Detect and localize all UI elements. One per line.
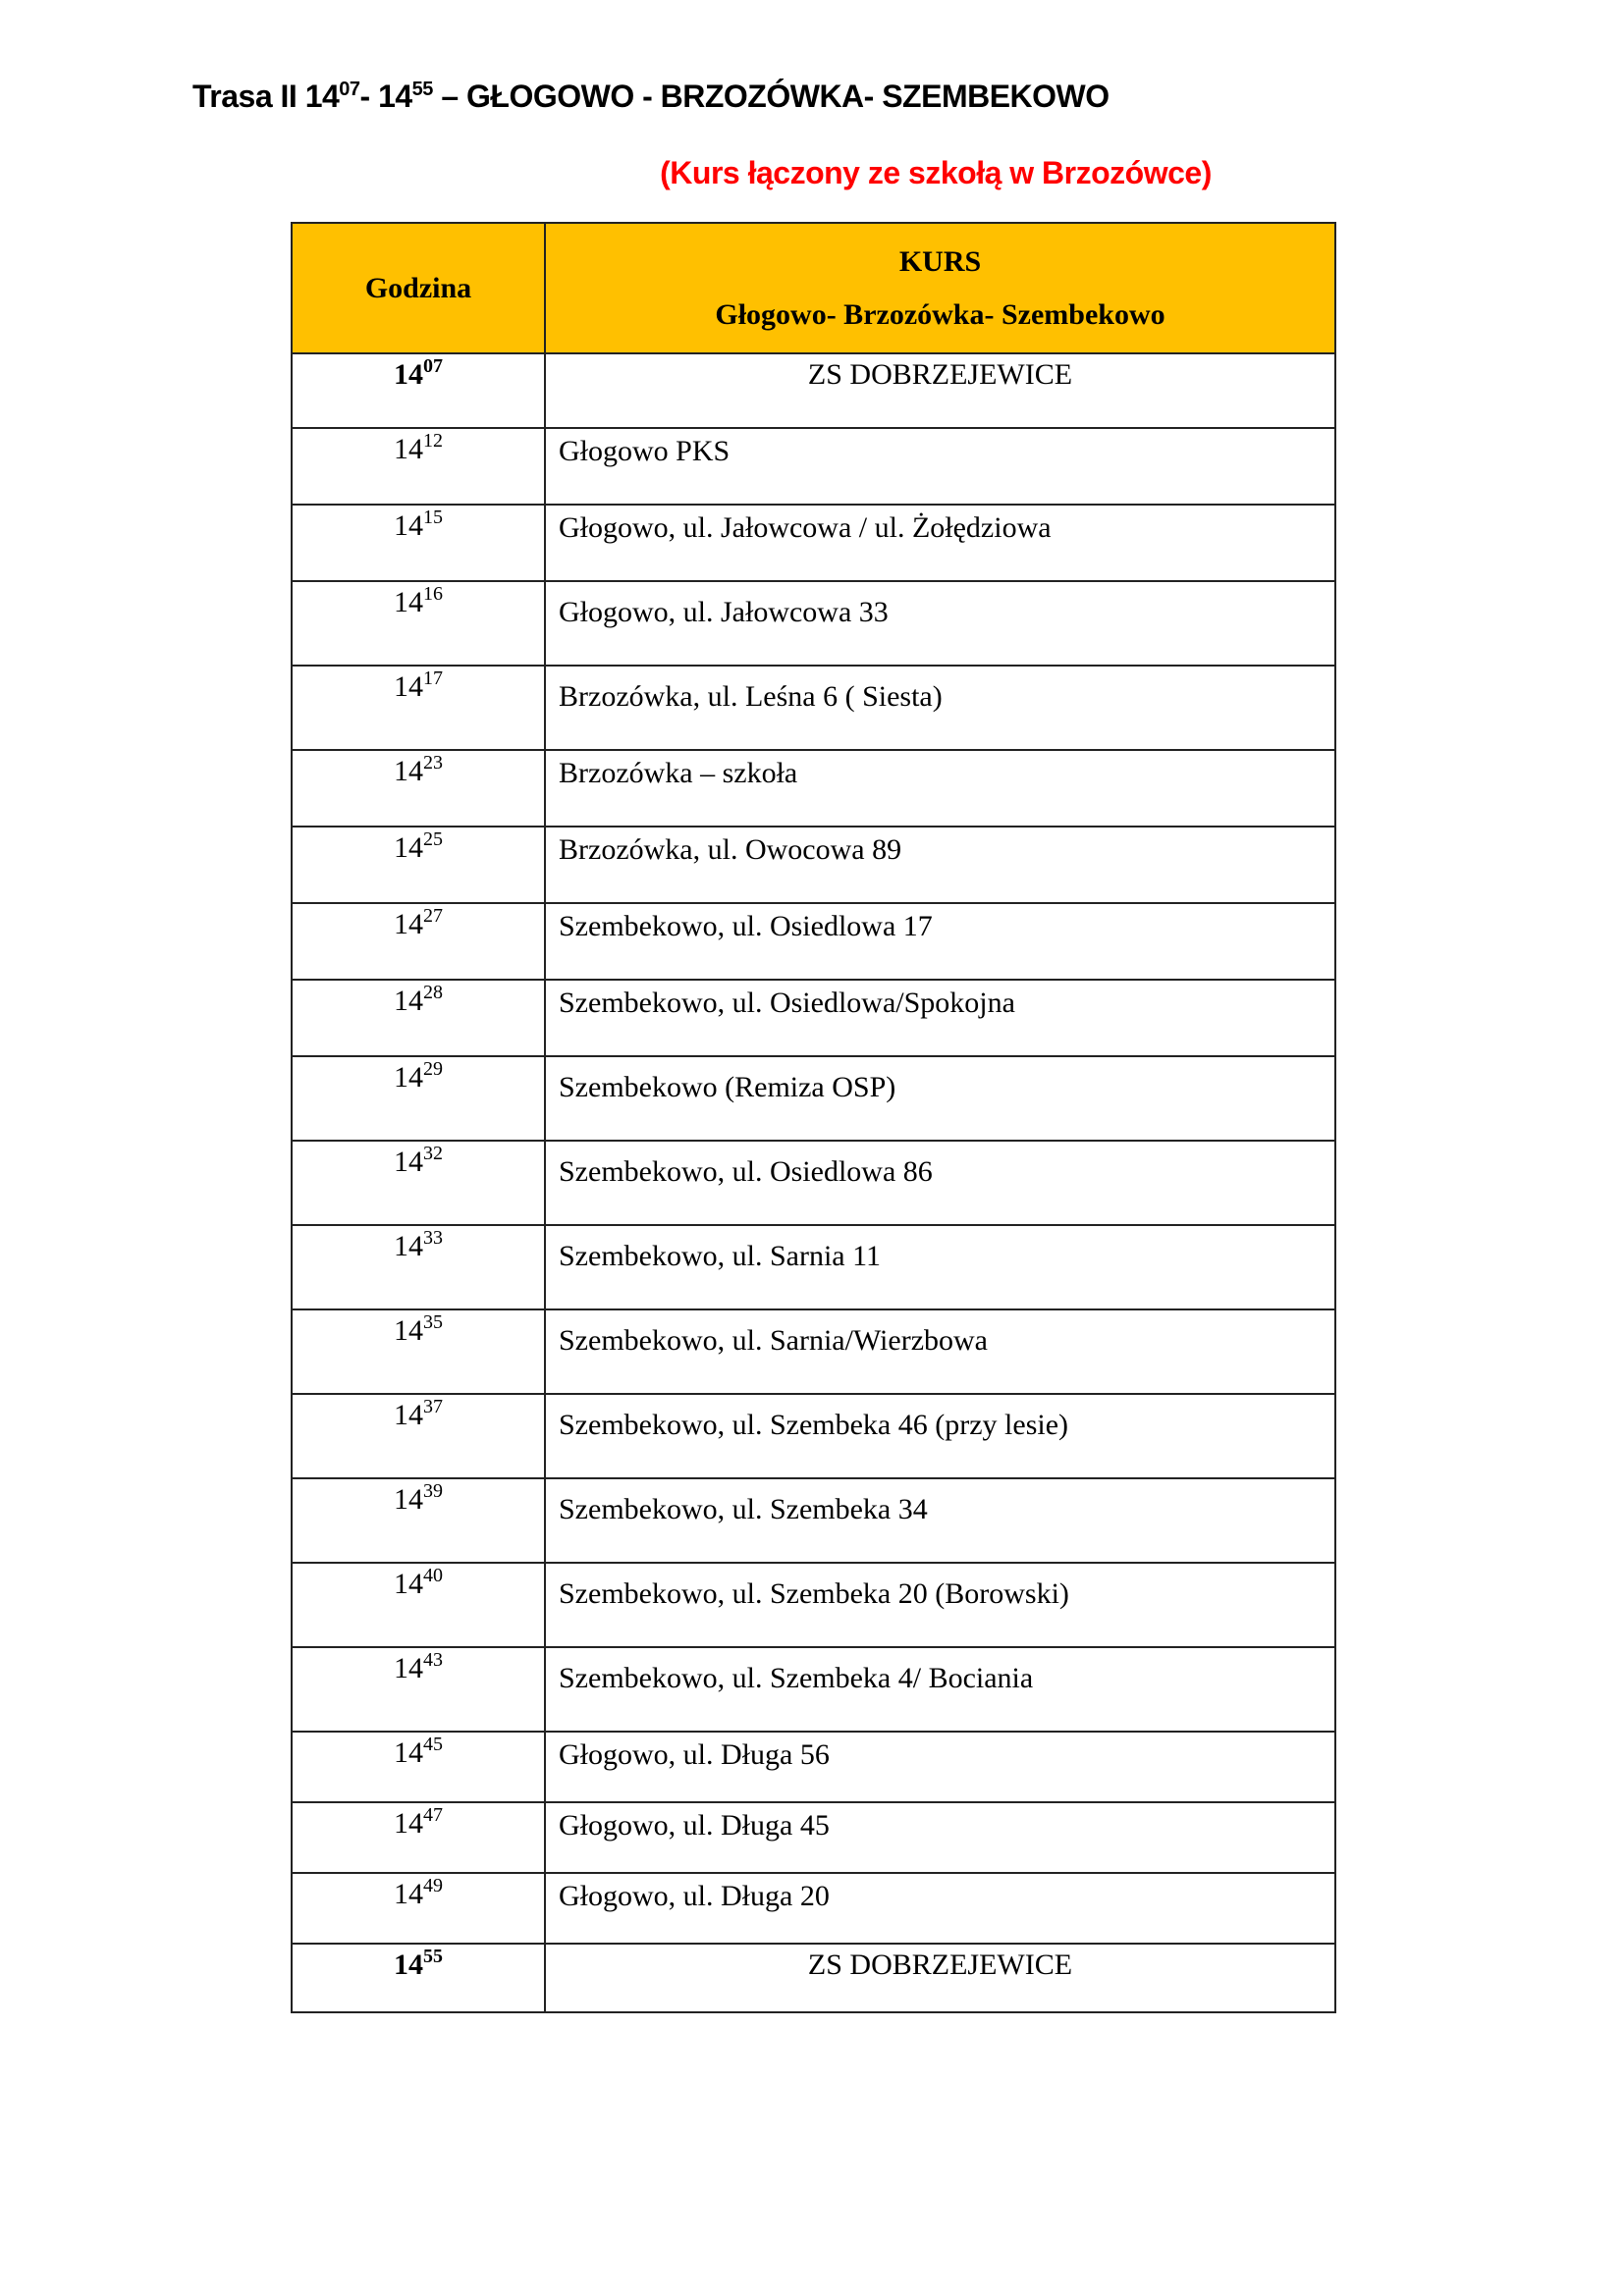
time-minutes: 16 — [423, 583, 443, 605]
time-hour: 14 — [394, 985, 423, 1017]
time-cell — [292, 428, 545, 505]
time-cell — [292, 903, 545, 980]
table-row — [292, 1141, 1335, 1225]
stop-name: Szembekowo, ul. Sarnia 11 — [545, 1225, 1335, 1309]
header-course-route: Głogowo- Brzozówka- Szembekowo — [715, 297, 1165, 331]
table-row — [292, 903, 1335, 980]
time-hour: 14 — [394, 1399, 423, 1431]
time-hour: 14 — [394, 1949, 423, 1981]
time-cell — [292, 750, 545, 827]
schedule-body — [292, 353, 1335, 2012]
subtitle-container — [0, 155, 1624, 191]
time-hour: 14 — [394, 1483, 423, 1516]
time-hour: 14 — [394, 1314, 423, 1347]
title-start-minutes: 07 — [339, 79, 360, 100]
title-end-minutes: 55 — [411, 79, 433, 100]
time-cell — [292, 1056, 545, 1141]
time-cell — [292, 1309, 545, 1394]
time-minutes: 07 — [423, 355, 443, 377]
stop-name: Szembekowo (Remiza OSP) — [545, 1056, 1335, 1141]
time-minutes: 15 — [423, 507, 443, 528]
stop-name: Głogowo, ul. Długa 20 — [545, 1873, 1335, 1944]
header-course — [545, 223, 1335, 353]
time-minutes: 37 — [423, 1396, 443, 1417]
time-minutes: 29 — [423, 1058, 443, 1080]
table-row — [292, 980, 1335, 1056]
time-minutes: 39 — [423, 1480, 443, 1502]
time-minutes: 35 — [423, 1311, 443, 1333]
stop-name: Szembekowo, ul. Szembeka 46 (przy lesie) — [545, 1394, 1335, 1478]
time-hour: 14 — [394, 1061, 423, 1094]
table-row — [292, 1056, 1335, 1141]
time-cell — [292, 505, 545, 581]
time-hour: 14 — [394, 1736, 423, 1769]
stop-name: Głogowo, ul. Długa 45 — [545, 1802, 1335, 1873]
time-cell — [292, 827, 545, 903]
stop-name: Szembekowo, ul. Szembeka 4/ Bociania — [545, 1647, 1335, 1732]
stop-name: Szembekowo, ul. Sarnia/Wierzbowa — [545, 1309, 1335, 1394]
time-cell — [292, 1647, 545, 1732]
table-row — [292, 1225, 1335, 1309]
page-title — [192, 79, 1110, 115]
table-row — [292, 1647, 1335, 1732]
time-hour: 14 — [394, 1568, 423, 1600]
time-cell — [292, 1141, 545, 1225]
table-row — [292, 750, 1335, 827]
stop-name: Szembekowo, ul. Osiedlowa 86 — [545, 1141, 1335, 1225]
time-hour: 14 — [394, 1146, 423, 1178]
time-cell — [292, 1563, 545, 1647]
time-cell — [292, 1732, 545, 1802]
stop-name: Głogowo PKS — [545, 428, 1335, 505]
title-dash: - 14 — [359, 79, 412, 114]
table-row — [292, 353, 1335, 428]
time-minutes: 55 — [423, 1946, 443, 1967]
table-row — [292, 1873, 1335, 1944]
stop-name: Głogowo, ul. Jałowcowa 33 — [545, 581, 1335, 666]
time-minutes: 32 — [423, 1143, 443, 1164]
time-minutes: 40 — [423, 1565, 443, 1586]
time-minutes: 47 — [423, 1804, 443, 1826]
time-minutes: 23 — [423, 752, 443, 774]
time-minutes: 43 — [423, 1649, 443, 1671]
time-minutes: 33 — [423, 1227, 443, 1249]
time-hour: 14 — [394, 358, 423, 391]
time-hour: 14 — [394, 433, 423, 465]
table-row — [292, 1732, 1335, 1802]
stop-name: ZS DOBRZEJEWICE — [545, 1944, 1335, 2012]
time-minutes: 28 — [423, 982, 443, 1003]
table-row — [292, 1394, 1335, 1478]
time-hour: 14 — [394, 509, 423, 542]
table-row — [292, 1944, 1335, 2012]
time-hour: 14 — [394, 908, 423, 940]
time-cell — [292, 1225, 545, 1309]
time-minutes: 49 — [423, 1875, 443, 1896]
stop-name: Brzozówka, ul. Leśna 6 ( Siesta) — [545, 666, 1335, 750]
header-time: Godzina — [292, 223, 545, 353]
time-minutes: 45 — [423, 1734, 443, 1755]
time-cell — [292, 581, 545, 666]
time-hour: 14 — [394, 1652, 423, 1684]
time-cell — [292, 1802, 545, 1873]
time-hour: 14 — [394, 586, 423, 618]
time-minutes: 27 — [423, 905, 443, 927]
time-hour: 14 — [394, 1807, 423, 1840]
time-cell — [292, 980, 545, 1056]
stop-name: Głogowo, ul. Jałowcowa / ul. Żołędziowa — [545, 505, 1335, 581]
time-cell — [292, 1478, 545, 1563]
time-cell — [292, 353, 545, 428]
stop-name: Szembekowo, ul. Szembeka 20 (Borowski) — [545, 1563, 1335, 1647]
time-hour: 14 — [394, 755, 423, 787]
table-row — [292, 428, 1335, 505]
table-row — [292, 827, 1335, 903]
table-row — [292, 1563, 1335, 1647]
table-row — [292, 1309, 1335, 1394]
stop-name: Głogowo, ul. Długa 56 — [545, 1732, 1335, 1802]
time-hour: 14 — [394, 670, 423, 703]
table-row — [292, 581, 1335, 666]
stop-name: Brzozówka – szkoła — [545, 750, 1335, 827]
time-cell — [292, 666, 545, 750]
header-course-title: KURS — [898, 244, 982, 278]
time-cell — [292, 1873, 545, 1944]
title-prefix: Trasa II 14 — [192, 79, 340, 114]
time-minutes: 17 — [423, 667, 443, 689]
header-row — [292, 223, 1335, 353]
time-cell — [292, 1394, 545, 1478]
time-minutes: 12 — [423, 430, 443, 452]
stop-name: ZS DOBRZEJEWICE — [545, 353, 1335, 428]
time-hour: 14 — [394, 1878, 423, 1910]
table-row — [292, 666, 1335, 750]
stop-name: Szembekowo, ul. Osiedlowa 17 — [545, 903, 1335, 980]
title-route: – GŁOGOWO - BRZOZÓWKA- SZEMBEKOWO — [432, 79, 1110, 114]
stop-name: Szembekowo, ul. Osiedlowa/Spokojna — [545, 980, 1335, 1056]
time-hour: 14 — [394, 831, 423, 864]
stop-name: Brzozówka, ul. Owocowa 89 — [545, 827, 1335, 903]
schedule-table — [291, 222, 1336, 2013]
time-minutes: 25 — [423, 828, 443, 850]
table-row — [292, 1478, 1335, 1563]
time-cell — [292, 1944, 545, 2012]
table-row — [292, 1802, 1335, 1873]
subtitle: (Kurs łączony ze szkołą w Brzozówce) — [660, 155, 1212, 190]
table-row — [292, 505, 1335, 581]
time-hour: 14 — [394, 1230, 423, 1262]
stop-name: Szembekowo, ul. Szembeka 34 — [545, 1478, 1335, 1563]
